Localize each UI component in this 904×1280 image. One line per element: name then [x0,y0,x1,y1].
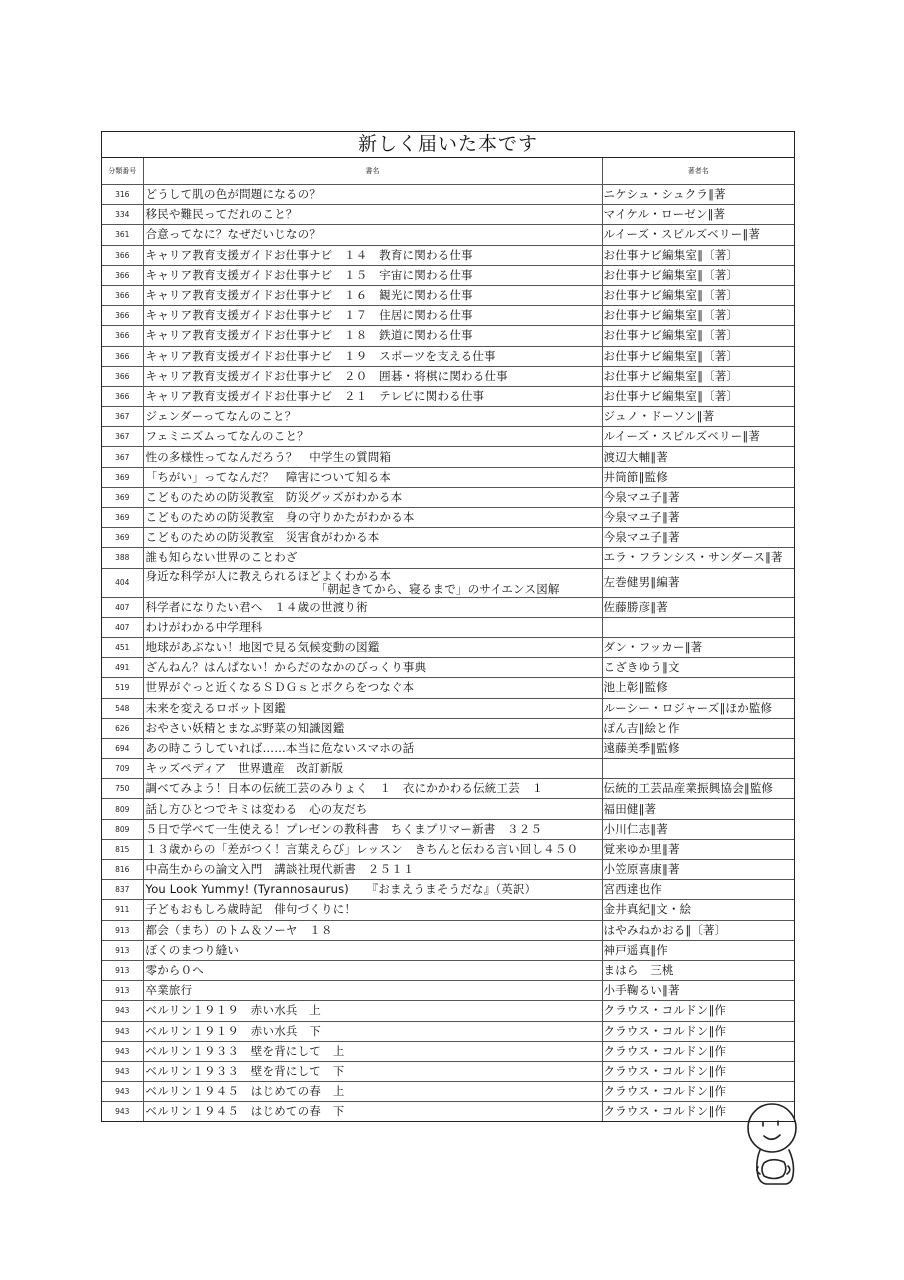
table-row [102,981,794,1001]
table-row [102,1021,794,1041]
table-row [102,487,794,507]
book-title: 移民や難民ってだれのこと？ [143,205,602,225]
classification-number: 815 [102,839,143,859]
classification-number: 366 [102,346,143,366]
book-title: 科学者になりたい君へ １４歳の世渡り術 [143,597,602,617]
book-author: ルイーズ・スピルズベリー∥著 [602,225,794,245]
table-row [102,205,794,225]
book-author: 金井真紀∥文・絵 [602,900,794,920]
book-title: こどものための防災教室 災害食がわかる本 [143,528,602,548]
classification-number: 367 [102,407,143,427]
book-author: クラウス・コルドン∥作 [602,1082,794,1102]
book-author: お仕事ナビ編集室∥〔著〕 [602,306,794,326]
book-title: キッズペディア 世界遺産 改訂新版 [143,759,602,779]
classification-number: 451 [102,637,143,657]
book-author: お仕事ナビ編集室∥〔著〕 [602,366,794,386]
book-author: 伝統的工芸品産業振興協会∥監修 [602,779,794,799]
table-row [102,245,794,265]
book-title: ざんねん？はんぱない！からだのなかのびっくり事典 [143,658,602,678]
table-row [102,880,794,900]
book-table [102,158,794,1121]
classification-number: 913 [102,981,143,1001]
book-author: 宮西達也作 [602,880,794,900]
table-row [102,637,794,657]
book-author: エラ・フランシス・サンダース∥著 [602,548,794,568]
classification-number: 316 [102,185,143,205]
classification-number: 366 [102,245,143,265]
table-body [102,185,794,1122]
book-title: こどものための防災教室 身の守りかたがわかる本 [143,508,602,528]
table-row [102,617,794,637]
book-title: ぼくのまつり縫い [143,940,602,960]
book-author: お仕事ナビ編集室∥〔著〕 [602,245,794,265]
book-author: 小手鞠るい∥著 [602,981,794,1001]
classification-number: 366 [102,285,143,305]
book-author: 今泉マユ子∥著 [602,508,794,528]
classification-number: 943 [102,1001,143,1021]
table-row [102,1061,794,1081]
book-author: まはら 三桃 [602,960,794,980]
table-row [102,678,794,698]
book-author: お仕事ナビ編集室∥〔著〕 [602,285,794,305]
table-row [102,839,794,859]
book-title: キャリア教育支援ガイドお仕事ナビ １９ スポーツを支える仕事 [143,346,602,366]
table-row [102,528,794,548]
book-title: 卒業旅行 [143,981,602,1001]
table-row [102,819,794,839]
page-title: 新しく届いた本です [102,132,794,158]
book-title: 話し方ひとつでキミは変わる 心の友だち [143,799,602,819]
book-author: 井筒節∥監修 [602,467,794,487]
classification-number: 943 [102,1061,143,1081]
book-title: キャリア教育支援ガイドお仕事ナビ １４ 教育に関わる仕事 [143,245,602,265]
book-title: 都会（まち）のトム＆ソーヤ １８ [143,920,602,940]
table-row [102,860,794,880]
classification-number: 367 [102,447,143,467]
book-title: ベルリン１９４５ はじめての春 下 [143,1102,602,1122]
book-author: お仕事ナビ編集室∥〔著〕 [602,386,794,406]
classification-number: 366 [102,366,143,386]
classification-number: 369 [102,528,143,548]
classification-number: 750 [102,779,143,799]
book-title: わけがわかる中学理科 [143,617,602,637]
book-title: 中高生からの論文入門 講談社現代新書 ２５１１ [143,860,602,880]
table-row [102,185,794,205]
book-author: 覚来ゆか里∥著 [602,839,794,859]
classification-number: 816 [102,860,143,880]
table-row [102,597,794,617]
book-title: 零から０へ [143,960,602,980]
table-row [102,1041,794,1061]
book-title: You Look Yummy! (Tyrannosaurus) 『おまえうまそうだな』（英訳） [143,880,602,900]
table-row [102,1102,794,1122]
book-author: お仕事ナビ編集室∥〔著〕 [602,326,794,346]
classification-number: 913 [102,940,143,960]
table-row [102,467,794,487]
table-row [102,285,794,305]
book-title: 未来を変えるロボット図鑑 [143,698,602,718]
classification-number: 626 [102,718,143,738]
table-row [102,346,794,366]
book-author [602,617,794,637]
book-title: 合意ってなに？なぜだいじなの？ [143,225,602,245]
classification-number: 388 [102,548,143,568]
book-title: 子どもおもしろ歳時記 俳句づくりに！ [143,900,602,920]
book-title: ジェンダーってなんのこと？ [143,407,602,427]
book-title: ベルリン１９３３ 壁を背にして 下 [143,1061,602,1081]
smiley-mascot-icon [742,1103,806,1185]
table-row [102,940,794,960]
book-author: 左巻健男∥編著 [602,568,794,597]
classification-number: 366 [102,326,143,346]
table-row [102,447,794,467]
book-title: キャリア教育支援ガイドお仕事ナビ １８ 鉄道に関わる仕事 [143,326,602,346]
table-row [102,779,794,799]
table-row [102,960,794,980]
book-title [143,568,602,597]
book-author: 佐藤勝彦∥著 [602,597,794,617]
table-row [102,508,794,528]
book-author: ぽん吉∥絵と作 [602,718,794,738]
classification-number: 809 [102,819,143,839]
book-author: 遠藤美季∥監修 [602,738,794,758]
classification-number: 709 [102,759,143,779]
classification-number: 404 [102,568,143,597]
book-author: 神戸遥真∥作 [602,940,794,960]
classification-number: 491 [102,658,143,678]
table-row [102,407,794,427]
book-title: ベルリン１９４５ はじめての春 上 [143,1082,602,1102]
classification-number: 369 [102,487,143,507]
table-row [102,265,794,285]
classification-number: 369 [102,467,143,487]
book-title: ベルリン１９３３ 壁を背にして 上 [143,1041,602,1061]
table-row [102,225,794,245]
table-row [102,427,794,447]
book-title: ５日で学べて一生使える！プレゼンの教科書 ちくまプリマー新書 ３２５ [143,819,602,839]
classification-number: 548 [102,698,143,718]
book-author: はやみねかおる∥〔著〕 [602,920,794,940]
table-row [102,326,794,346]
book-author: クラウス・コルドン∥作 [602,1041,794,1061]
table-row [102,386,794,406]
classification-number: 837 [102,880,143,900]
book-title: キャリア教育支援ガイドお仕事ナビ ２１ テレビに関わる仕事 [143,386,602,406]
table-row [102,738,794,758]
classification-number: 943 [102,1082,143,1102]
header-classification-number: 分類番号 [102,158,143,185]
book-author: 今泉マユ子∥著 [602,487,794,507]
book-author: 今泉マユ子∥著 [602,528,794,548]
book-author: 福田健∥著 [602,799,794,819]
book-title: キャリア教育支援ガイドお仕事ナビ １６ 観光に関わる仕事 [143,285,602,305]
book-title: 性の多様性ってなんだろう？ 中学生の質問箱 [143,447,602,467]
classification-number: 519 [102,678,143,698]
table-row [102,698,794,718]
book-title: 地球があぶない！地図で見る気候変動の図鑑 [143,637,602,657]
classification-number: 334 [102,205,143,225]
classification-number: 913 [102,960,143,980]
classification-number: 361 [102,225,143,245]
book-author: クラウス・コルドン∥作 [602,1102,794,1122]
book-title: 「ちがい」ってなんだ？ 障害について知る本 [143,467,602,487]
header-author: 著者名 [602,158,794,185]
book-title: １３歳からの「差がつく！言葉えらび」レッスン きちんと伝わる言い回し４５０ [143,839,602,859]
classification-number: 913 [102,920,143,940]
header-book-title: 書名 [143,158,602,185]
table-row [102,900,794,920]
classification-number: 407 [102,617,143,637]
classification-number: 369 [102,508,143,528]
book-title: 世界がぐっと近くなるＳＤＧｓとボクらをつなぐ本 [143,678,602,698]
table-header [102,158,794,185]
book-title: 調べてみよう！日本の伝統工芸のみりょく １ 衣にかかわる伝統工芸 １ [143,779,602,799]
table-row [102,548,794,568]
book-author: クラウス・コルドン∥作 [602,1021,794,1041]
classification-number: 694 [102,738,143,758]
classification-number: 366 [102,386,143,406]
book-author: 小川仁志∥著 [602,819,794,839]
table-row [102,306,794,326]
book-author: 渡辺大輔∥著 [602,447,794,467]
classification-number: 809 [102,799,143,819]
classification-number: 407 [102,597,143,617]
book-title: キャリア教育支援ガイドお仕事ナビ １７ 住居に関わる仕事 [143,306,602,326]
book-author: マイケル・ローゼン∥著 [602,205,794,225]
book-author [602,759,794,779]
book-title: どうして肌の色が問題になるの？ [143,185,602,205]
book-title: フェミニズムってなんのこと？ [143,427,602,447]
book-list-sheet [101,131,795,1122]
table-row [102,920,794,940]
book-author: ダン・フッカー∥著 [602,637,794,657]
book-subtitle: 「朝起きてから、寝るまで」のサイエンス図解 [315,581,560,596]
classification-number: 911 [102,900,143,920]
book-title: あの時こうしていれば……本当に危ないスマホの話 [143,738,602,758]
book-author: ニケシュ・シュクラ∥著 [602,185,794,205]
book-title: 誰も知らない世界のことわざ [143,548,602,568]
book-author: こざきゆう∥文 [602,658,794,678]
table-row [102,658,794,678]
classification-number: 943 [102,1102,143,1122]
table-row [102,759,794,779]
book-author: クラウス・コルドン∥作 [602,1061,794,1081]
table-row [102,1082,794,1102]
book-title: こどものための防災教室 防災グッズがわかる本 [143,487,602,507]
classification-number: 366 [102,265,143,285]
book-title: ベルリン１９１９ 赤い水兵 下 [143,1021,602,1041]
book-author: お仕事ナビ編集室∥〔著〕 [602,265,794,285]
table-row [102,366,794,386]
book-title: キャリア教育支援ガイドお仕事ナビ ２０ 囲碁・将棋に関わる仕事 [143,366,602,386]
classification-number: 367 [102,427,143,447]
table-row [102,1001,794,1021]
table-row [102,568,794,597]
book-author: ジュノ・ドーソン∥著 [602,407,794,427]
book-title-line1: 身近な科学が人に教えられるほどよくわかる本 [145,568,392,583]
table-row [102,799,794,819]
book-author: ルイーズ・スピルズベリー∥著 [602,427,794,447]
book-title: キャリア教育支援ガイドお仕事ナビ １５ 宇宙に関わる仕事 [143,265,602,285]
book-author: お仕事ナビ編集室∥〔著〕 [602,346,794,366]
book-title: おやさい妖精とまなぶ野菜の知識図鑑 [143,718,602,738]
book-author: ルーシー・ロジャーズ∥ほか監修 [602,698,794,718]
book-title: ベルリン１９１９ 赤い水兵 上 [143,1001,602,1021]
classification-number: 943 [102,1021,143,1041]
book-author: 小笠原喜康∥著 [602,860,794,880]
book-author: 池上彰∥監修 [602,678,794,698]
classification-number: 366 [102,306,143,326]
table-row [102,718,794,738]
classification-number: 943 [102,1041,143,1061]
book-author: クラウス・コルドン∥作 [602,1001,794,1021]
